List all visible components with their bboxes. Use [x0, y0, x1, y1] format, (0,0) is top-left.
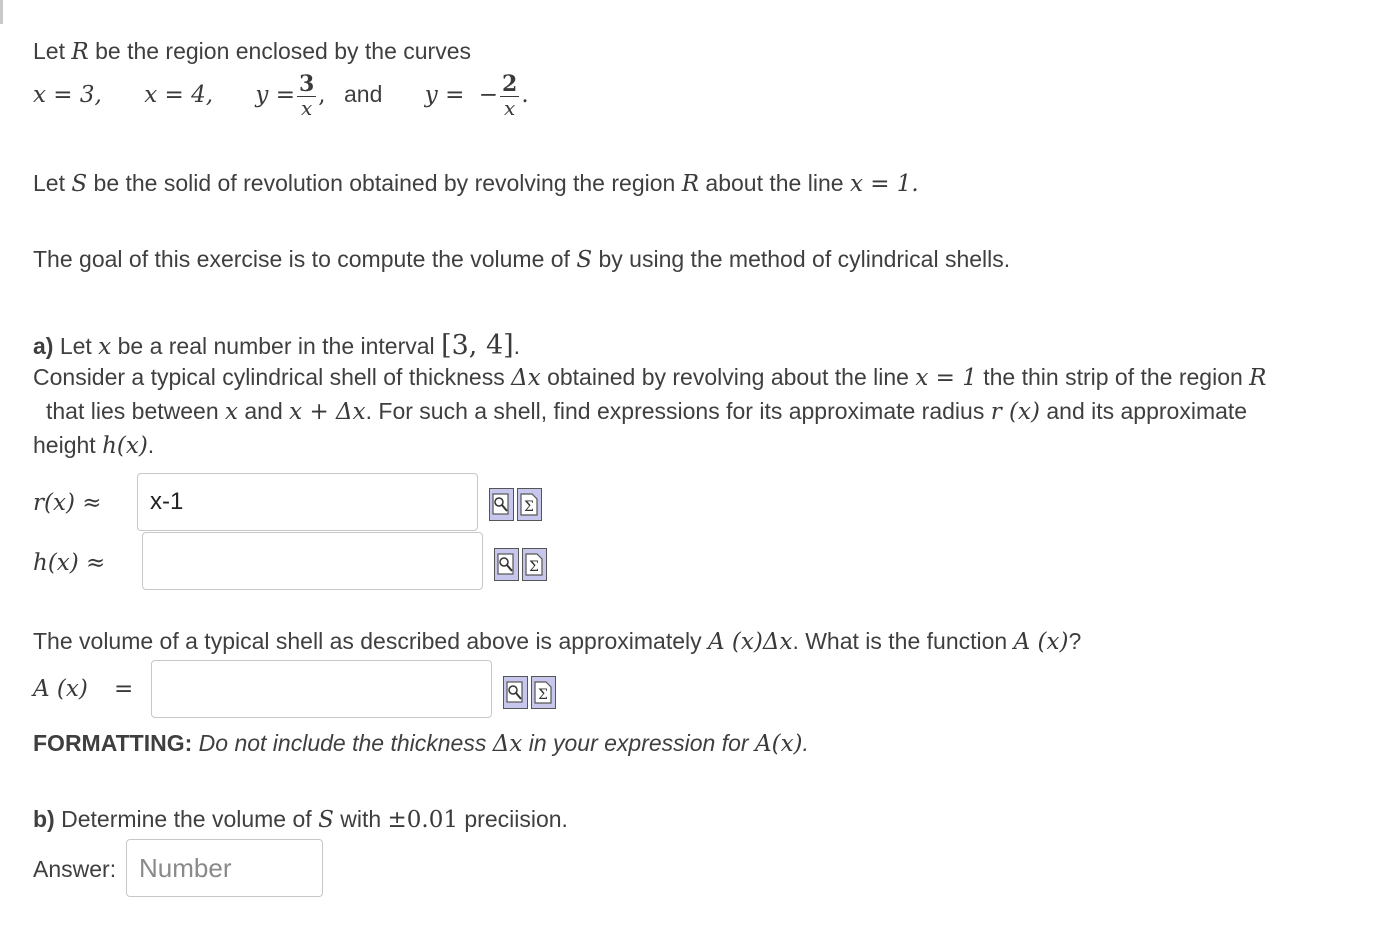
- goal-statement: [33, 246, 1010, 273]
- text: preciision.: [458, 806, 568, 832]
- fraction-denominator: x: [301, 96, 313, 121]
- axis-equation: x = 1: [915, 365, 977, 391]
- text: and its approximate: [1039, 398, 1248, 424]
- equation-y-lhs-2: y =: [424, 82, 465, 108]
- text: that lies between: [46, 398, 226, 424]
- solid-description: [33, 170, 919, 197]
- answer-label: Answer:: [33, 856, 117, 882]
- sigma-icon[interactable]: [531, 676, 556, 709]
- solid-symbol: S: [576, 247, 593, 273]
- preview-icon[interactable]: [494, 548, 519, 581]
- equation-x3: x = 3,: [33, 82, 102, 108]
- curves-equations: [33, 68, 529, 121]
- h-input[interactable]: [142, 532, 483, 590]
- text: .: [147, 432, 155, 458]
- text: . For such a shell, find expressions for its approximate radius: [365, 398, 991, 424]
- text: .: [802, 730, 809, 756]
- intro-line: [33, 38, 471, 65]
- text: obtained by revolving about the line: [540, 364, 916, 390]
- answer-input[interactable]: Number: [126, 839, 323, 897]
- text: The volume of a typical shell as described above is approximately: [33, 628, 709, 654]
- r-input-tools: [489, 488, 542, 521]
- radius-function: r (x): [990, 399, 1040, 425]
- sigma-icon[interactable]: [522, 548, 547, 581]
- region-symbol: R: [71, 39, 89, 65]
- equation-x4: x = 4,: [144, 82, 214, 108]
- precision-value: ±0.01: [387, 807, 458, 833]
- expression-x-plus-dx: x + Δx: [289, 399, 366, 425]
- function-A: A (x): [1013, 629, 1069, 655]
- fraction-numerator: 2: [502, 71, 518, 98]
- height-function: h(x): [102, 433, 148, 459]
- left-edge-bar: [0, 0, 3, 24]
- text: be a real number in the interval: [111, 333, 442, 359]
- text: The goal of this exercise is to compute the volume of: [33, 246, 577, 272]
- fraction-2-over-x: [500, 71, 519, 121]
- preview-icon[interactable]: [503, 676, 528, 709]
- svg-text:Σ: Σ: [524, 499, 534, 515]
- text: the thin strip of the region: [976, 364, 1250, 390]
- fraction-numerator: 3: [298, 71, 315, 98]
- variable-x: x: [98, 334, 112, 360]
- function-A: A(x): [754, 731, 803, 757]
- r-input[interactable]: x-1: [137, 473, 478, 531]
- part-a-line2: [33, 364, 1267, 391]
- h-label: h(x) ≈: [33, 550, 106, 576]
- svg-text:Σ: Σ: [529, 559, 539, 575]
- svg-text:Σ: Σ: [538, 687, 548, 703]
- text: by using the method of cylindrical shells.: [592, 246, 1011, 272]
- region-symbol: R: [1249, 365, 1267, 391]
- part-a-line4: [33, 432, 154, 459]
- A-input[interactable]: [151, 660, 492, 718]
- part-b-label: b): [33, 806, 55, 832]
- volume-expression: A (x)Δx: [708, 629, 793, 655]
- formatting-label: FORMATTING:: [33, 730, 193, 756]
- intro-text: be the region enclosed by the curves: [88, 38, 471, 64]
- text: about the line: [699, 170, 850, 196]
- formatting-note: [33, 730, 809, 757]
- solid-symbol: S: [318, 807, 334, 833]
- text: with: [333, 806, 388, 832]
- text: Determine the volume of: [54, 806, 319, 832]
- and-text: and: [344, 81, 383, 107]
- text: .: [513, 333, 521, 359]
- text: Let: [33, 170, 72, 196]
- text: Consider a typical cylindrical shell of thickness: [33, 364, 512, 390]
- thickness-symbol: Δx: [492, 731, 523, 757]
- intro-text: Let: [33, 38, 72, 64]
- text: in your expression for: [522, 730, 755, 756]
- axis-equation: x = 1.: [849, 171, 919, 197]
- text: be the solid of revolution obtained by revolving the region: [87, 170, 682, 196]
- interval: [3, 4]: [441, 330, 514, 361]
- region-symbol: R: [681, 171, 700, 197]
- A-label: A (x): [33, 676, 88, 702]
- part-b-question: [33, 806, 568, 833]
- minus-sign: −: [478, 82, 499, 108]
- text: and: [238, 398, 290, 424]
- text: . What is the function: [792, 628, 1014, 654]
- sigma-icon[interactable]: [517, 488, 542, 521]
- text: ?: [1068, 628, 1082, 654]
- r-label: r(x) ≈: [33, 490, 102, 516]
- thickness-symbol: Δx: [511, 365, 541, 391]
- part-a-label: a): [33, 333, 54, 359]
- text: Let: [53, 333, 99, 359]
- volume-question: [33, 628, 1081, 655]
- preview-icon[interactable]: [489, 488, 514, 521]
- fraction-denominator: x: [504, 96, 516, 121]
- equals-sign: =: [114, 676, 134, 702]
- equation-y-lhs: y =: [255, 82, 295, 108]
- part-a-line3: [46, 398, 1247, 425]
- part-a-intro: [33, 330, 520, 361]
- fraction-3-over-x: [297, 71, 316, 121]
- text: height: [33, 432, 103, 458]
- text: Do not include the thickness: [192, 730, 493, 756]
- comma: ,: [318, 82, 326, 108]
- variable-x: x: [225, 399, 238, 425]
- A-input-tools: [503, 676, 556, 709]
- h-input-tools: [494, 548, 547, 581]
- period: .: [521, 82, 529, 108]
- solid-symbol: S: [71, 171, 88, 197]
